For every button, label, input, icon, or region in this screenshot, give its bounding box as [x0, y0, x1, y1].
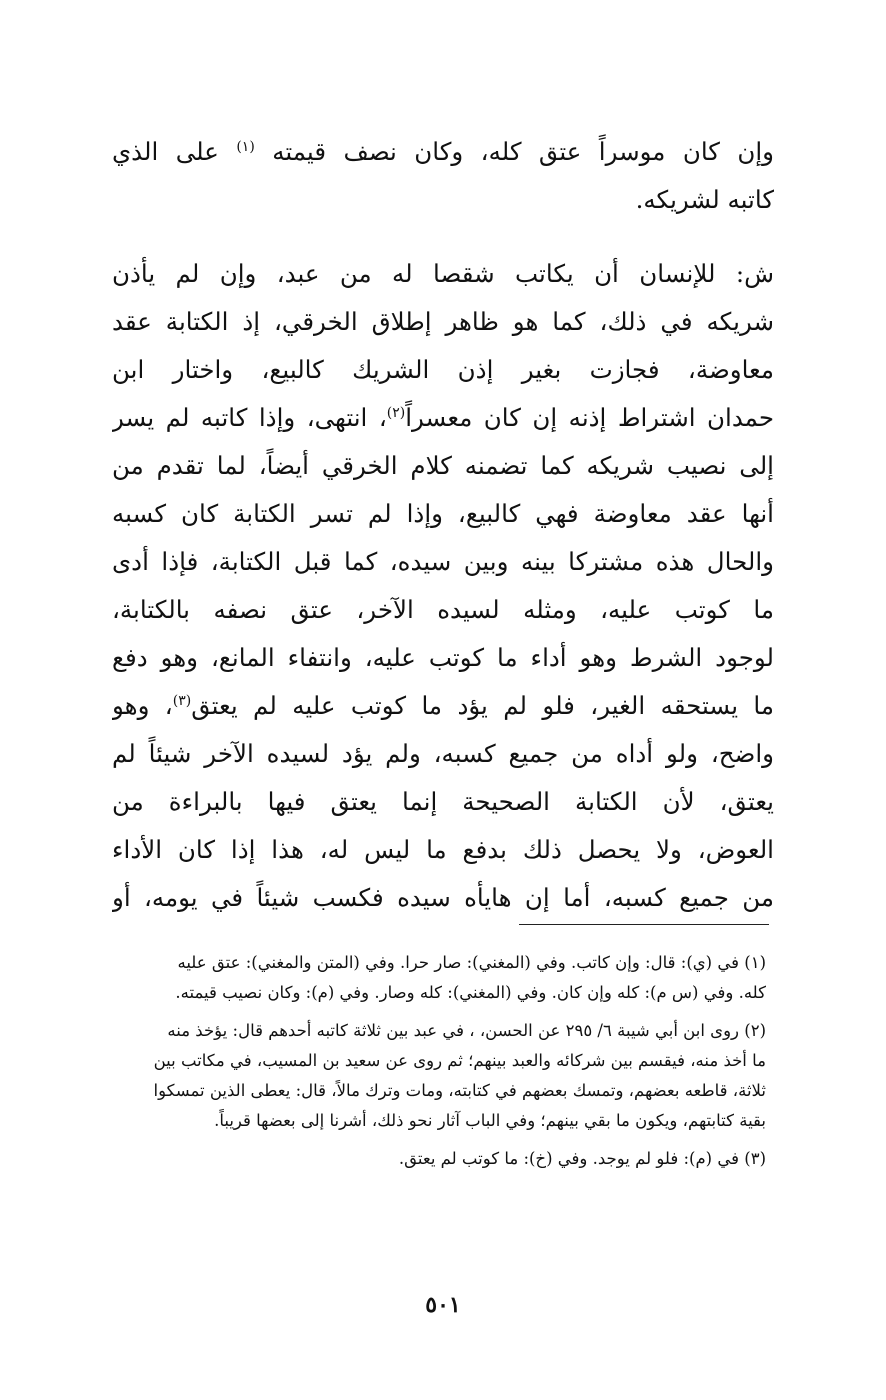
text-line: من جميع كسبه، أما إن هايأه سيده فكسب شيئاً في يومه، أو — [112, 883, 774, 912]
text-line: العوض، ولا يحصل ذلك بدفع ما ليس له، هذا إذا كان الأداء — [112, 835, 774, 864]
footnote-3 — [110, 1144, 766, 1174]
text-line: ما كوتب عليه، ومثله لسيده الآخر، عتق نصفه بالكتابة، — [112, 595, 774, 624]
footnotes — [110, 948, 766, 1182]
footnote-line: (١) في (ي): قال: وإن كاتب. وفي (المغني): صار حرا. وفي (المتن والمغني): عتق عليه — [177, 953, 766, 972]
text-line: إلى نصيب شريكه كما تضمنه كلام الخرقي أيضاً، لما تقدم من — [112, 451, 774, 480]
text-line: معاوضة، فجازت بغير إذن الشريك كالبيع، واختار ابن — [112, 355, 774, 384]
footnote-2 — [110, 1016, 766, 1136]
text-line: ما يستحقه الغير، فلو لم يؤد ما كوتب عليه لم يعتق$^{(٣)}$، وهو — [112, 691, 774, 720]
text-line: يعتق، لأن الكتابة الصحيحة إنما يعتق فيها بالبراءة من — [112, 787, 774, 816]
footnote-ref[interactable]: (١) — [236, 139, 255, 155]
footnote-1 — [110, 948, 766, 1008]
footnote-line: ما أخذ منه، فيقسم بين شركائه والعبد بينهم؛ ثم روى عن سعيد بن المسيب، في مكاتب بين — [153, 1051, 766, 1070]
footnote-line: كله. وفي (س م): كله وإن كان. وفي (المغني): كله وصار. وفي (م): وكان نصيب قيمته. — [175, 983, 766, 1002]
text-line: كاتبه لشريكه. — [635, 185, 774, 214]
footnote-line: ثلاثة، قاطعه بعضهم، وتمسك بعضهم في كتابته، ومات وترك مالاً، قال: يعطى الذين تمسكوا — [153, 1081, 766, 1100]
footnote-ref[interactable]: (٣) — [172, 693, 192, 709]
text-line: أنها عقد معاوضة فهي كالبيع، وإذا لم تسر الكتابة كان كسبه — [112, 499, 774, 528]
text-line: وإن كان موسراً عتق كله، وكان نصف قيمته $^{(١)}$ على الذي — [112, 137, 774, 166]
page-number: ٥٠١ — [425, 1292, 461, 1318]
text-line: والحال هذه مشتركا بينه وبين سيده، كما قبل الكتابة، فإذا أدى — [112, 547, 774, 576]
footnote-line: (٣) في (م): فلو لم يوجد. وفي (خ): ما كوتب لم يعتق. — [398, 1149, 766, 1168]
footnote-line: (٢) روى ابن أبي شيبة ٦/ ٢٩٥ عن الحسن، ، في عبد بين ثلاثة كاتبه أحدهم قال: يؤخذ منه — [167, 1021, 766, 1040]
text-line: شريكه في ذلك، كما هو ظاهر إطلاق الخرقي، إذ الكتابة عقد — [112, 307, 774, 336]
footnote-ref[interactable]: (٢) — [386, 405, 406, 421]
footnote-line: بقية كتابتهم، ويكون ما بقي بينهم؛ وفي الباب آثار نحو ذلك، أشرنا إلى بعضها قريباً. — [214, 1111, 766, 1130]
text-line: حمدان اشتراط إذنه إن كان معسراً$^{(٢)}$، انتهى، وإذا كاتبه لم يسر — [112, 403, 774, 432]
text-line: واضح، ولو أداه من جميع كسبه، ولم يؤد لسيده الآخر شيئاً لم — [112, 739, 774, 768]
text-line: لوجود الشرط وهو أداء ما كوتب عليه، وانتفاء المانع، وهو دفع — [112, 643, 774, 672]
text-line: ش: للإنسان أن يكاتب شقصا له من عبد، وإن لم يأذن — [112, 259, 774, 288]
main-text — [112, 128, 774, 922]
footnote-divider — [519, 924, 769, 925]
